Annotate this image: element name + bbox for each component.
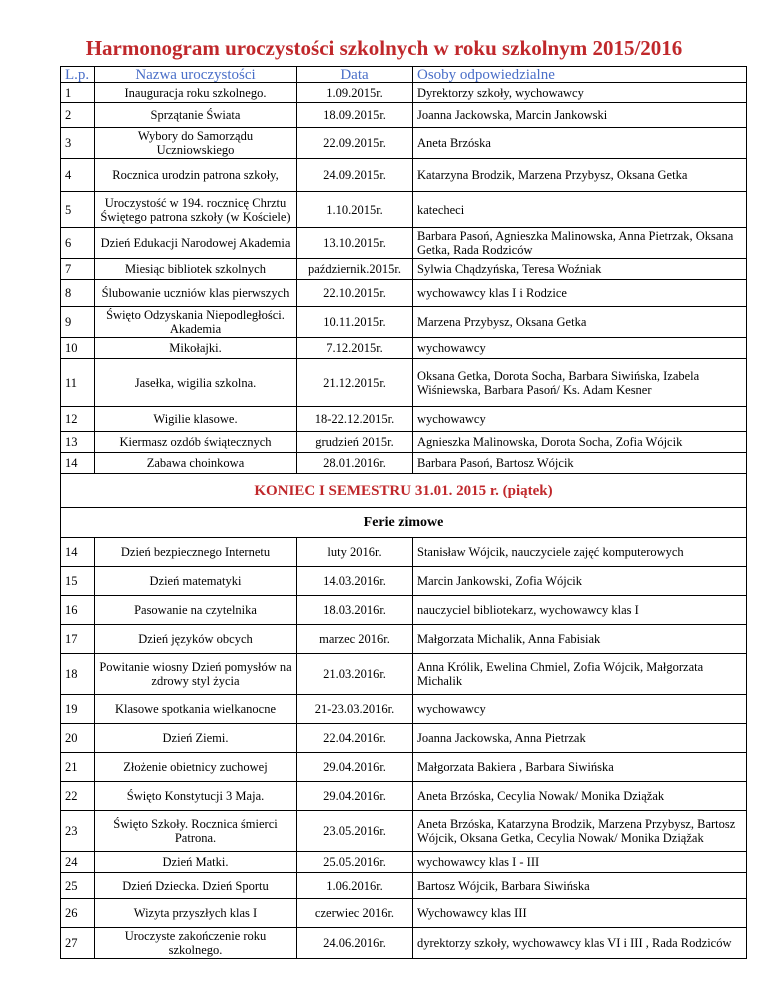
responsible-people: wychowawcy klas I - III bbox=[413, 852, 747, 873]
event-name: Dzień Matki. bbox=[95, 852, 297, 873]
event-date: 24.06.2016r. bbox=[297, 928, 413, 959]
event-name: Wizyta przyszłych klas I bbox=[95, 899, 297, 928]
responsible-people: Joanna Jackowska, Marcin Jankowski bbox=[413, 103, 747, 128]
winter-break-banner: Ferie zimowe bbox=[61, 508, 747, 538]
event-date: 22.10.2015r. bbox=[297, 280, 413, 307]
responsible-people: Aneta Brzóska, Katarzyna Brodzik, Marzena Przybysz, Bartosz Wójcik, Oksana Getka, Cecylia Nowak/ Monika Dziąžak bbox=[413, 811, 747, 852]
event-name: Uroczystość w 194. rocznicę Chrztu Świętego patrona szkoły (w Kościele) bbox=[95, 192, 297, 228]
row-number: 10 bbox=[61, 338, 95, 359]
table-row bbox=[61, 538, 747, 567]
event-date: 23.05.2016r. bbox=[297, 811, 413, 852]
event-date: 18.03.2016r. bbox=[297, 596, 413, 625]
table-row bbox=[61, 83, 747, 103]
row-number: 21 bbox=[61, 753, 95, 782]
table-row bbox=[61, 928, 747, 959]
event-date: 29.04.2016r. bbox=[297, 782, 413, 811]
event-date: 1.06.2016r. bbox=[297, 873, 413, 899]
event-date: 7.12.2015r. bbox=[297, 338, 413, 359]
table-row bbox=[61, 899, 747, 928]
table-row bbox=[61, 753, 747, 782]
row-number: 9 bbox=[61, 307, 95, 338]
table-row bbox=[61, 159, 747, 192]
row-number: 22 bbox=[61, 782, 95, 811]
responsible-people: Katarzyna Brodzik, Marzena Przybysz, Oksana Getka bbox=[413, 159, 747, 192]
table-row bbox=[61, 432, 747, 453]
responsible-people: Aneta Brzóska, Cecylia Nowak/ Monika Dziąžak bbox=[413, 782, 747, 811]
event-name: Święto Odzyskania Niepodległości. Akademia bbox=[95, 307, 297, 338]
table-row bbox=[61, 724, 747, 753]
event-name: Miesiąc bibliotek szkolnych bbox=[95, 259, 297, 280]
event-name: Sprzątanie Świata bbox=[95, 103, 297, 128]
row-number: 14 bbox=[61, 453, 95, 474]
row-number: 23 bbox=[61, 811, 95, 852]
table-row bbox=[61, 596, 747, 625]
event-date: marzec 2016r. bbox=[297, 625, 413, 654]
responsible-people: Barbara Pasoń, Bartosz Wójcik bbox=[413, 453, 747, 474]
row-number: 6 bbox=[61, 228, 95, 259]
event-date: 21.03.2016r. bbox=[297, 654, 413, 695]
responsible-people: katecheci bbox=[413, 192, 747, 228]
row-number: 5 bbox=[61, 192, 95, 228]
table-row bbox=[61, 695, 747, 724]
event-name: Dzień Ziemi. bbox=[95, 724, 297, 753]
event-date: 1.09.2015r. bbox=[297, 83, 413, 103]
event-name: Klasowe spotkania wielkanocne bbox=[95, 695, 297, 724]
responsible-people: Aneta Brzóska bbox=[413, 128, 747, 159]
event-name: Pasowanie na czytelnika bbox=[95, 596, 297, 625]
responsible-people: Stanisław Wójcik, nauczyciele zajęć komputerowych bbox=[413, 538, 747, 567]
row-number: 2 bbox=[61, 103, 95, 128]
event-date: 13.10.2015r. bbox=[297, 228, 413, 259]
table-row bbox=[61, 852, 747, 873]
row-number: 13 bbox=[61, 432, 95, 453]
row-number: 26 bbox=[61, 899, 95, 928]
row-number: 15 bbox=[61, 567, 95, 596]
event-name: Ślubowanie uczniów klas pierwszych bbox=[95, 280, 297, 307]
responsible-people: wychowawcy bbox=[413, 407, 747, 432]
row-number: 12 bbox=[61, 407, 95, 432]
semester-end-banner: KONIEC I SEMESTRU 31.01. 2015 r. (piątek) bbox=[61, 474, 747, 508]
responsible-people: dyrektorzy szkoły, wychowawcy klas VI i III , Rada Rodziców bbox=[413, 928, 747, 959]
event-date: 21-23.03.2016r. bbox=[297, 695, 413, 724]
table-row bbox=[61, 407, 747, 432]
table-row bbox=[61, 192, 747, 228]
event-date: 25.05.2016r. bbox=[297, 852, 413, 873]
responsible-people: nauczyciel bibliotekarz, wychowawcy klas I bbox=[413, 596, 747, 625]
event-date: 1.10.2015r. bbox=[297, 192, 413, 228]
event-name: Rocznica urodzin patrona szkoły, bbox=[95, 159, 297, 192]
table-row bbox=[61, 228, 747, 259]
event-date: 28.01.2016r. bbox=[297, 453, 413, 474]
event-date: 10.11.2015r. bbox=[297, 307, 413, 338]
table-row bbox=[61, 280, 747, 307]
event-name: Inauguracja roku szkolnego. bbox=[95, 83, 297, 103]
event-date: luty 2016r. bbox=[297, 538, 413, 567]
event-date: październik.2015r. bbox=[297, 259, 413, 280]
event-name: Dzień Dziecka. Dzień Sportu bbox=[95, 873, 297, 899]
row-number: 18 bbox=[61, 654, 95, 695]
responsible-people: Agnieszka Malinowska, Dorota Socha, Zofia Wójcik bbox=[413, 432, 747, 453]
responsible-people: Marzena Przybysz, Oksana Getka bbox=[413, 307, 747, 338]
event-date: czerwiec 2016r. bbox=[297, 899, 413, 928]
column-header-name: Nazwa uroczystości bbox=[95, 67, 297, 83]
responsible-people: Małgorzata Bakiera , Barbara Siwińska bbox=[413, 753, 747, 782]
table-row bbox=[61, 873, 747, 899]
event-name: Wybory do Samorządu Uczniowskiego bbox=[95, 128, 297, 159]
event-name: Kiermasz ozdób świątecznych bbox=[95, 432, 297, 453]
table-row bbox=[61, 128, 747, 159]
responsible-people: Małgorzata Michalik, Anna Fabisiak bbox=[413, 625, 747, 654]
event-name: Uroczyste zakończenie roku szkolnego. bbox=[95, 928, 297, 959]
responsible-people: Dyrektorzy szkoły, wychowawcy bbox=[413, 83, 747, 103]
banner-row bbox=[61, 474, 747, 508]
schedule-table bbox=[60, 66, 747, 959]
table-row bbox=[61, 259, 747, 280]
event-name: Złożenie obietnicy zuchowej bbox=[95, 753, 297, 782]
event-date: 14.03.2016r. bbox=[297, 567, 413, 596]
responsible-people: Joanna Jackowska, Anna Pietrzak bbox=[413, 724, 747, 753]
row-number: 14 bbox=[61, 538, 95, 567]
row-number: 11 bbox=[61, 359, 95, 407]
event-name: Dzień Edukacji Narodowej Akademia bbox=[95, 228, 297, 259]
banner-row bbox=[61, 508, 747, 538]
table-row bbox=[61, 811, 747, 852]
event-name: Powitanie wiosny Dzień pomysłów na zdrowy styl życia bbox=[95, 654, 297, 695]
event-name: Dzień języków obcych bbox=[95, 625, 297, 654]
event-name: Święto Konstytucji 3 Maja. bbox=[95, 782, 297, 811]
event-date: 22.04.2016r. bbox=[297, 724, 413, 753]
table-row bbox=[61, 453, 747, 474]
table-row bbox=[61, 567, 747, 596]
responsible-people: Oksana Getka, Dorota Socha, Barbara Siwińska, Izabela Wiśniewska, Barbara Pasoń/ Ks. Adam Kesner bbox=[413, 359, 747, 407]
column-header-lp: L.p. bbox=[61, 67, 95, 83]
column-header-people: Osoby odpowiedzialne bbox=[413, 67, 747, 83]
event-date: grudzień 2015r. bbox=[297, 432, 413, 453]
responsible-people: Sylwia Chądzyńska, Teresa Woźniak bbox=[413, 259, 747, 280]
table-row bbox=[61, 338, 747, 359]
table-row bbox=[61, 782, 747, 811]
table-row bbox=[61, 359, 747, 407]
event-name: Jasełka, wigilia szkolna. bbox=[95, 359, 297, 407]
responsible-people: Wychowawcy klas III bbox=[413, 899, 747, 928]
event-date: 21.12.2015r. bbox=[297, 359, 413, 407]
schedule-body bbox=[61, 83, 747, 959]
column-header-date: Data bbox=[297, 67, 413, 83]
responsible-people: wychowawcy bbox=[413, 338, 747, 359]
row-number: 17 bbox=[61, 625, 95, 654]
table-row bbox=[61, 307, 747, 338]
row-number: 25 bbox=[61, 873, 95, 899]
row-number: 4 bbox=[61, 159, 95, 192]
table-row bbox=[61, 625, 747, 654]
row-number: 20 bbox=[61, 724, 95, 753]
row-number: 24 bbox=[61, 852, 95, 873]
row-number: 8 bbox=[61, 280, 95, 307]
row-number: 19 bbox=[61, 695, 95, 724]
row-number: 7 bbox=[61, 259, 95, 280]
row-number: 27 bbox=[61, 928, 95, 959]
responsible-people: Barbara Pasoń, Agnieszka Malinowska, Anna Pietrzak, Oksana Getka, Rada Rodziców bbox=[413, 228, 747, 259]
table-row bbox=[61, 654, 747, 695]
responsible-people: Anna Królik, Ewelina Chmiel, Zofia Wójcik, Małgorzata Michalik bbox=[413, 654, 747, 695]
row-number: 16 bbox=[61, 596, 95, 625]
responsible-people: Bartosz Wójcik, Barbara Siwińska bbox=[413, 873, 747, 899]
event-name: Zabawa choinkowa bbox=[95, 453, 297, 474]
event-date: 18-22.12.2015r. bbox=[297, 407, 413, 432]
event-name: Mikołajki. bbox=[95, 338, 297, 359]
page-title: Harmonogram uroczystości szkolnych w roku szkolnym 2015/2016 bbox=[85, 36, 683, 60]
responsible-people: wychowawcy klas I i Rodzice bbox=[413, 280, 747, 307]
table-header-row bbox=[61, 67, 747, 83]
row-number: 3 bbox=[61, 128, 95, 159]
event-date: 22.09.2015r. bbox=[297, 128, 413, 159]
event-name: Dzień bezpiecznego Internetu bbox=[95, 538, 297, 567]
responsible-people: Marcin Jankowski, Zofia Wójcik bbox=[413, 567, 747, 596]
event-date: 18.09.2015r. bbox=[297, 103, 413, 128]
responsible-people: wychowawcy bbox=[413, 695, 747, 724]
event-name: Wigilie klasowe. bbox=[95, 407, 297, 432]
event-date: 29.04.2016r. bbox=[297, 753, 413, 782]
event-date: 24.09.2015r. bbox=[297, 159, 413, 192]
table-row bbox=[61, 103, 747, 128]
event-name: Święto Szkoły. Rocznica śmierci Patrona. bbox=[95, 811, 297, 852]
event-name: Dzień matematyki bbox=[95, 567, 297, 596]
row-number: 1 bbox=[61, 83, 95, 103]
